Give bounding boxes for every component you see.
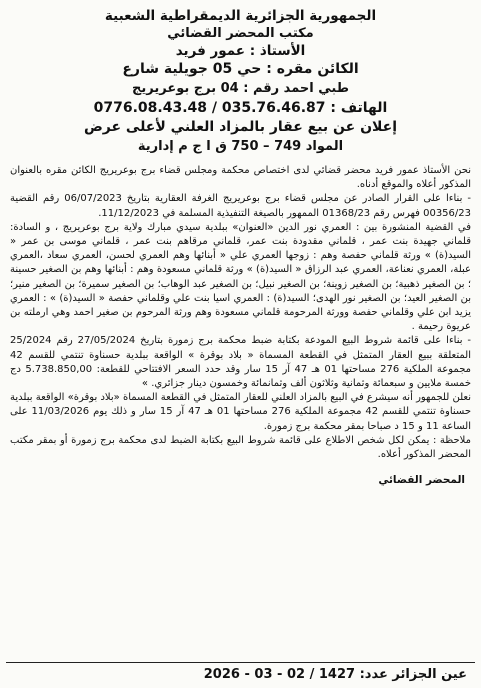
notice-body bbox=[10, 164, 471, 462]
bailiff-signature: المحضر القضائي bbox=[378, 474, 465, 487]
bailiff-name: الأستاذ : عمور فريد bbox=[175, 43, 306, 59]
announcement-title: إعلان عن بيع عقار بالمزاد العلني لأعلى عرض bbox=[83, 119, 398, 135]
office-title: مكتب المحضر القضائي bbox=[167, 26, 314, 41]
decision-paragraph: - بناءا على القرار الصادر عن مجلس قضاء برج بوعريريج الغرفة العقارية بتاريخ 06/07/2023 رقم القضية 00356/23 فهرس رقم 01368/23 الممهور بالصيغة التنفيذية المسلمة في 11/12/2023. bbox=[10, 193, 471, 219]
note-paragraph: ملاحظة : يمكن لكل شخص الاطلاع على قائمة شروط البيع بكتابة الضبط لدى محكمة برج زمورة أو بمقر مكتب المحضر المذكور أعلاه. bbox=[10, 434, 471, 461]
parties-paragraph: في القضية المنشورة بين : العمري نور الدين «العنوان» ببلدية سيدي مبارك ولاية برج بوعريريج ، و السادة: قلماني جهيدة بنت عمر ، قلماني مقدودة بنت عمر، قلماني مرقاهم بنت عمر ، قلماني موسى بن عمر « السيد(ة) » ورثة قلماني حفصة وهم : زوجها العمري علي « أبنائها وهم العمري لحسن، العمري سعاد ،العمري عبلة، العمري نعناعة، العمري عبد الرزاق « السيد(ة) » ورثة قلماني مسعودة وهم : أبنائها وهم بن الصغير حسينة ؛ بن الصغير ذهبية؛ بن الصغير زوينة؛ بن الصغير نبيل؛ بن الصغير عبد الوهاب؛ بن الصغير سميرة؛ بن الصغير منير؛ بن الصغير العيد؛ بن الصغير نور الهدى؛ السيد(ة) : العمري اسيا بنت علي وقلماني حفصة « السيد(ة) » : العمري يزيد ابن علي وقلماني حفصة وورثة المرحومة قلماني مسعودة وهم ورثة المرحوم بن صغير احمد وهي ارملته بن عريوة رحيمة . bbox=[10, 221, 471, 333]
notice-header bbox=[10, 8, 471, 156]
conditions-paragraph: - بناءا على قائمة شروط البيع المودعة بكتابة ضبط محكمة برج زمورة بتاريخ 27/05/2024 رقم 25/2024 المتعلقة ببيع العقار المتمثل في القطعة المسماة « بلاد بوقرة » الواقعة ببلدية حسناوة تنتمي للقسم 42 مجموعة الملكية 276 مساحتها 01 هـ 47 آر 15 سار وقد حدد السعر الافتتاحي للقطعة: 5.738.850,00 دج خمسة ملايين و سبعمائة وثمانية وثلاثون ألف وثمانمائة وخمسون دينار جزائري. » bbox=[10, 335, 472, 390]
office-phone: الهاتف : 035.76.46.87 / 0776.08.43.48 bbox=[93, 100, 388, 116]
auction-paragraph: نعلن للجمهور أنه سيشرع في البيع بالمزاد العلني للعقار المتمثل في القطعة المسماة «بلاد بوقرة» الواقعة ببلدية حسناوة تنتمي للقسم 42 مجموعة الملكية 276 مساحتها 01 هـ 47 آر 15 سار و ذلك يوم 11/03/2026 على الساعة 11 و 15 د صباحا بمقر محكمة برج زمورة. bbox=[10, 392, 472, 432]
newspaper-footer: عين الجزائر عدد: 1427 / 02 - 03 - 2026 bbox=[6, 662, 475, 684]
office-address-line-2: طبي احمد رقم : 04 برج بوعريريج bbox=[132, 81, 349, 96]
office-address-line-1: الكائن مقره : حي 05 جويلية شارع bbox=[122, 61, 359, 77]
republic-title: الجمهورية الجزائرية الديمقراطية الشعبية bbox=[104, 8, 377, 24]
intro-paragraph: نحن الأستاذ عمور فريد محضر قضائي لدى اختصاص محكمة ومجلس قضاء برج بوعريريج الكائن مقره بالعنوان المذكور أعلاه والموقع أدناه. bbox=[10, 165, 471, 191]
legal-articles: المواد 749 – 750 ق ا ج م إدارية bbox=[137, 139, 344, 154]
